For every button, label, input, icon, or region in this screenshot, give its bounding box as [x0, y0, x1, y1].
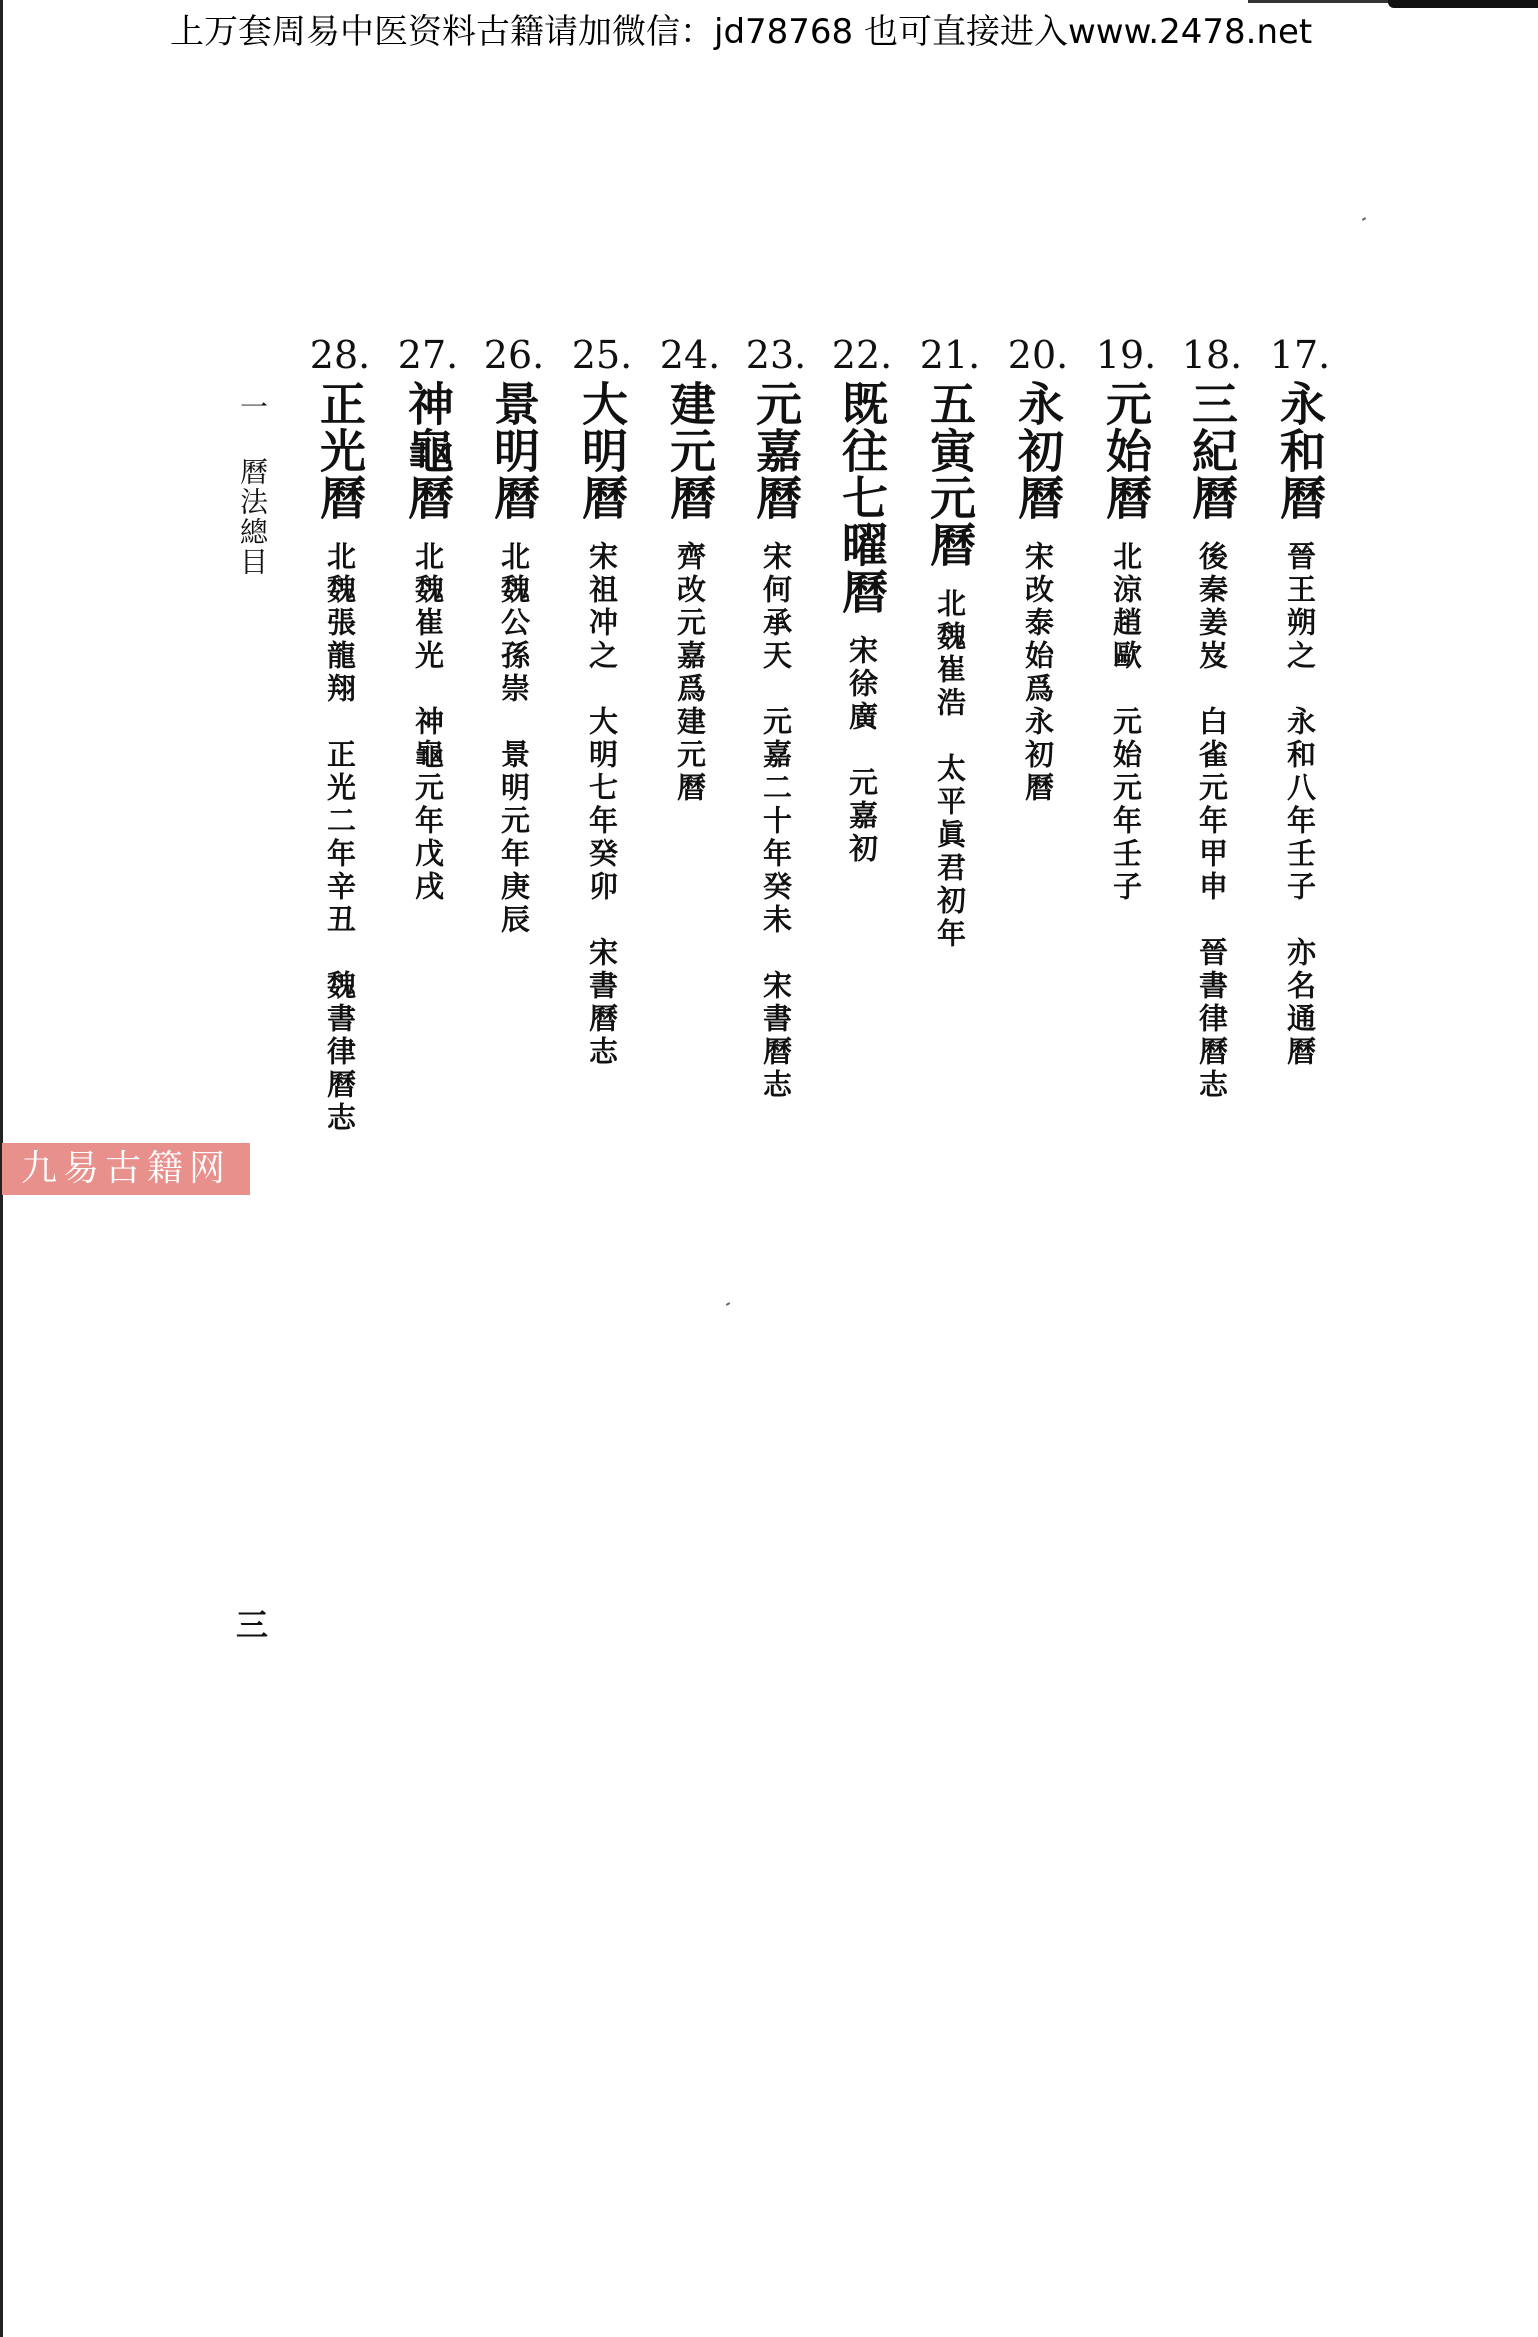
entry-number: 22. — [831, 333, 893, 377]
calendar-name: 既往七曜曆 — [835, 380, 889, 615]
calendar-name: 元始曆 — [1099, 380, 1153, 521]
entry-22 — [830, 332, 894, 866]
entry-19 — [1094, 332, 1158, 904]
entry-26 — [482, 332, 546, 937]
calendar-name: 五寅元曆 — [923, 380, 977, 568]
calendar-name: 正光曆 — [313, 380, 367, 521]
calendar-description: 晉王朔之 永和八年壬子 亦名通曆 — [1283, 541, 1317, 1069]
calendar-description: 北涼趙歐 元始元年壬子 — [1109, 541, 1143, 904]
entry-24 — [658, 332, 722, 805]
scan-smudge-line — [1248, 0, 1388, 3]
entry-23 — [744, 332, 808, 1102]
calendar-name: 永初曆 — [1011, 380, 1065, 521]
watermark-badge: 九易古籍网 — [2, 1143, 250, 1195]
entry-number: 25. — [571, 333, 633, 377]
entry-28 — [308, 332, 372, 1135]
running-head: 一 曆法總目 — [236, 392, 269, 577]
scan-speck — [726, 1302, 730, 1306]
calendar-description: 宋改泰始爲永初曆 — [1021, 541, 1055, 805]
calendar-description: 宋祖冲之 大明七年癸卯 宋書曆志 — [585, 541, 619, 1069]
calendar-description: 宋徐廣 元嘉初 — [845, 635, 879, 866]
scan-smudge — [1388, 0, 1538, 8]
calendar-description: 北魏崔浩 太平眞君初年 — [933, 588, 967, 951]
scan-speck — [1362, 217, 1366, 221]
page-number: 三 — [236, 1606, 269, 1644]
top-banner: 上万套周易中医资料古籍请加微信：jd78768 也可直接进入www.2478.net — [170, 12, 1313, 52]
entry-21 — [918, 332, 982, 951]
calendar-description: 北魏公孫崇 景明元年庚辰 — [497, 541, 531, 937]
calendar-description: 齊改元嘉爲建元曆 — [673, 541, 707, 805]
calendar-name: 建元曆 — [663, 380, 717, 521]
calendar-name: 永和曆 — [1273, 380, 1327, 521]
calendar-name: 元嘉曆 — [749, 380, 803, 521]
entry-number: 28. — [309, 333, 371, 377]
entry-25 — [570, 332, 634, 1069]
entry-number: 18. — [1181, 333, 1243, 377]
entry-number: 19. — [1095, 333, 1157, 377]
entry-number: 20. — [1007, 333, 1069, 377]
entry-18 — [1180, 332, 1244, 1102]
calendar-description: 宋何承天 元嘉二十年癸未 宋書曆志 — [759, 541, 793, 1102]
calendar-name: 三紀曆 — [1185, 380, 1239, 521]
calendar-name: 景明曆 — [487, 380, 541, 521]
entry-number: 17. — [1269, 333, 1331, 377]
calendar-name: 大明曆 — [575, 380, 629, 521]
entry-number: 21. — [919, 333, 981, 377]
calendar-description: 北魏崔光 神龜元年戊戌 — [411, 541, 445, 904]
entry-number: 26. — [483, 333, 545, 377]
entry-20 — [1006, 332, 1070, 805]
entry-17 — [1268, 332, 1332, 1069]
entry-number: 27. — [397, 333, 459, 377]
calendar-description: 北魏張龍翔 正光二年辛丑 魏書律曆志 — [323, 541, 357, 1135]
entry-number: 23. — [745, 333, 807, 377]
calendar-description: 後秦姜岌 白雀元年甲申 晉書律曆志 — [1195, 541, 1229, 1102]
calendar-name: 神龜曆 — [401, 380, 455, 521]
entry-number: 24. — [659, 333, 721, 377]
entry-27 — [396, 332, 460, 904]
